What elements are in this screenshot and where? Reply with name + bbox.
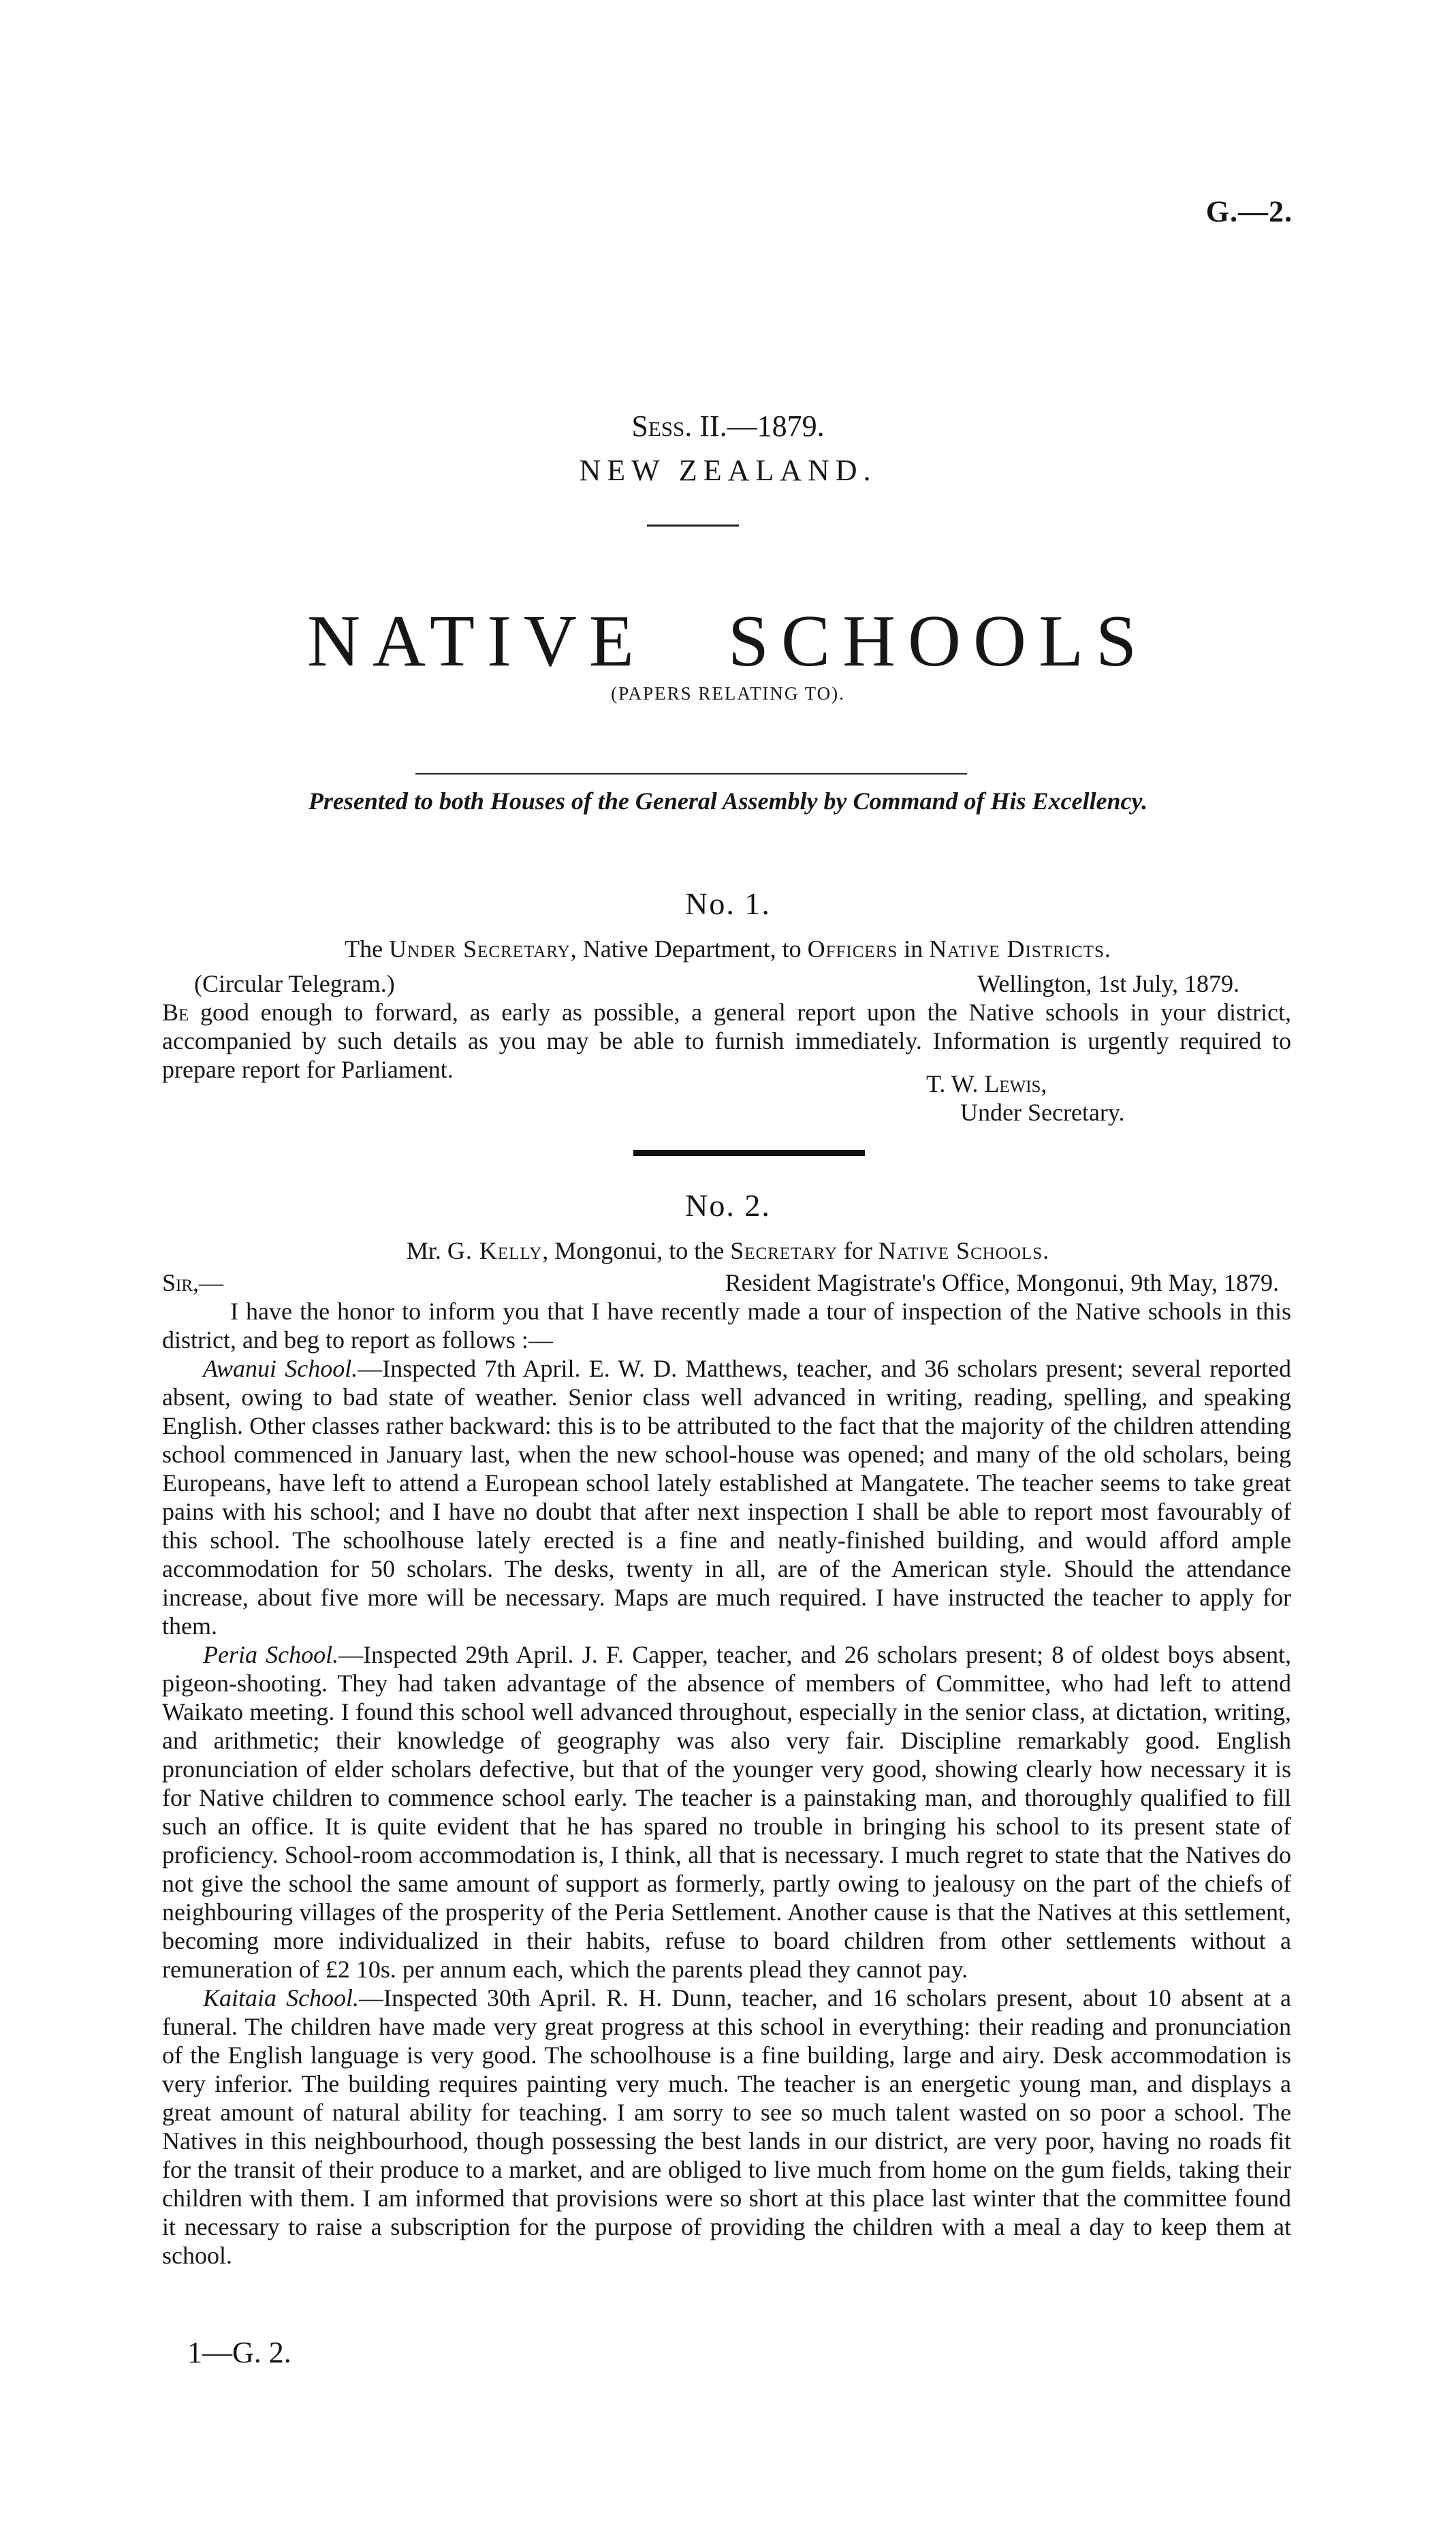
session-line xyxy=(0,409,1456,443)
doc2-heading-dest: Native Schools. xyxy=(878,1237,1050,1264)
kaitaia-label: Kaitaia School. xyxy=(203,1984,360,2012)
doc1-body xyxy=(162,998,1291,1084)
doc2-number: No. 2. xyxy=(685,1188,771,1223)
page-number: G.—2. xyxy=(1205,195,1293,228)
footer-code: 1—G. 2. xyxy=(187,2336,291,2369)
doc1-signatory xyxy=(926,1069,1047,1098)
doc1-signatory-title: Under Secretary. xyxy=(960,1099,1125,1126)
doc2-body xyxy=(162,1297,1291,2270)
doc1-heading-to: Officers xyxy=(807,935,898,963)
doc1-body-first: Be xyxy=(162,999,189,1026)
peria-label: Peria School. xyxy=(203,1641,339,1668)
doc1-heading xyxy=(0,935,1456,963)
kaitaia-text: —Inspected 30th April. R. H. Dunn, teacher, and 16 scholars present, about 10 absent at a funeral. The children have made very great progress at this school in everything: their reading and pronunciation of the English language is very good. The schoolhouse is a fine building, large and airy. Desk accommodation is very inferior. The building requires painting very much. The teacher is an energetic young man, and displays a great amount of natural ability for teaching. I am sorry to see so much talent wasted on so poor a school. The Natives in this neighbourhood, though possessing the best lands in our district, are very poor, having no roads fit for the transit of their produce to a market, and are obliged to live much from home on the gum fields, taking their children with them. I am informed that provisions were so short at this place last winter that the committee found it necessary to raise a subscription for the purpose of providing the children with a meal a day to keep them at school. xyxy=(162,1984,1291,2269)
session-prefix: Sess. xyxy=(631,409,693,443)
doc2-heading-mid: , Mongonui, to the xyxy=(542,1237,731,1264)
doc2-place-date: Resident Magistrate's Office, Mongonui, 9th May, 1879. xyxy=(725,1269,1279,1296)
doc2-awanui-paragraph xyxy=(162,1354,1291,1640)
doc1-heading-dest: Native Districts. xyxy=(929,935,1111,963)
session-year: II.—1879. xyxy=(692,409,825,443)
doc2-salutation: Sir,— xyxy=(162,1269,224,1296)
doc2-peria-paragraph xyxy=(162,1640,1291,1984)
doc2-heading-to: Secretary xyxy=(730,1237,838,1264)
doc1-heading-the: The xyxy=(345,935,390,963)
title-word-schools: SCHOOLS xyxy=(727,601,1150,682)
document-title xyxy=(0,599,1456,684)
section-divider xyxy=(633,1150,865,1156)
document-subtitle: (PAPERS RELATING TO). xyxy=(611,683,845,704)
doc1-heading-in: in xyxy=(898,935,930,963)
presented-line: Presented to both Houses of the General Assembly by Command of His Excellency. xyxy=(308,787,1148,815)
awanui-label: Awanui School. xyxy=(203,1355,358,1382)
doc2-intro: I have the honor to inform you that I have recently made a tour of inspection of the Native schools in this district, and beg to report as follows :— xyxy=(162,1298,1291,1354)
doc2-heading xyxy=(0,1236,1456,1265)
doc2-heading-from: G. Kelly xyxy=(447,1237,543,1264)
country-heading: NEW ZEALAND. xyxy=(579,454,877,487)
title-word-native: NATIVE xyxy=(306,601,646,682)
awanui-text: —Inspected 7th April. E. W. D. Matthews, teacher, and 36 scholars present; several reported absent, owing to bad state of weather. Senior class well advanced in writing, reading, spelling, and speaking English. Other classes rather backward: this is to be attributed to the fact that the majority of the children attending school commenced in January last, when the new school-house was opened; and many of the old scholars, being Europeans, have left to attend a European school lately established at Mangatete. The teacher seems to take great pains with his school; and I have no doubt that after next inspection I shall be able to report most favourably of this school. The schoolhouse lately erected is a fine and neatly-finished building, and would afford ample accommodation for 50 scholars. The desks, twenty in all, are of the American style. Should the attendance increase, about five more will be necessary. Maps are much required. I have instructed the teacher to apply for them. xyxy=(162,1355,1291,1640)
doc1-heading-from: Under Secretary xyxy=(389,935,571,963)
doc2-heading-prefix: Mr. xyxy=(406,1237,447,1264)
presented-divider xyxy=(415,773,967,775)
peria-text: —Inspected 29th April. J. F. Capper, teacher, and 26 scholars present; 8 of oldest boys absent, pigeon-shooting. They had taken advantage of the absence of members of Committee, who had left to attend Waikato meeting. I found this school well advanced throughout, especially in the senior class, at dictation, writing, and arithmetic; their knowledge of geography was also very fair. Discipline remarkably good. English pronunciation of elder scholars defective, but that of the younger very good, showing clearly how necessary it is for Native children to commence school early. The teacher is a painstaking man, and thoroughly qualified to fill such an office. It is quite evident that he has spared no trouble in bringing his school to its present state of proficiency. School-room accommodation is, I think, all that is necessary. I much regret to state that the Natives do not give the school the same amount of support as formerly, partly owing to jealousy on the part of the chiefs of neighbouring villages of the prosperity of the Peria Settlement. Another cause is that the Natives at this settlement, becoming more individualized in their habits, refuse to board children from other settlements without a remuneration of £2 10s. per annum each, which the parents plead they cannot pay. xyxy=(162,1641,1291,1983)
title-divider xyxy=(647,525,739,527)
doc1-heading-mid: , Native Department, to xyxy=(570,935,808,963)
doc2-kaitaia-paragraph xyxy=(162,1984,1291,2270)
doc2-heading-for: for xyxy=(837,1237,879,1264)
doc1-number: No. 1. xyxy=(685,886,771,921)
doc1-circular: (Circular Telegram.) xyxy=(194,970,395,997)
doc1-body-text: good enough to forward, as early as possible, a general report upon the Native schools in your district, accompanied by such details as you may be able to furnish immediately. Information is urgently required to prepare report for Parliament. xyxy=(162,999,1291,1083)
doc1-signatory-name: T. W. Lewis, xyxy=(926,1070,1047,1097)
doc1-place-date: Wellington, 1st July, 1879. xyxy=(977,970,1239,997)
